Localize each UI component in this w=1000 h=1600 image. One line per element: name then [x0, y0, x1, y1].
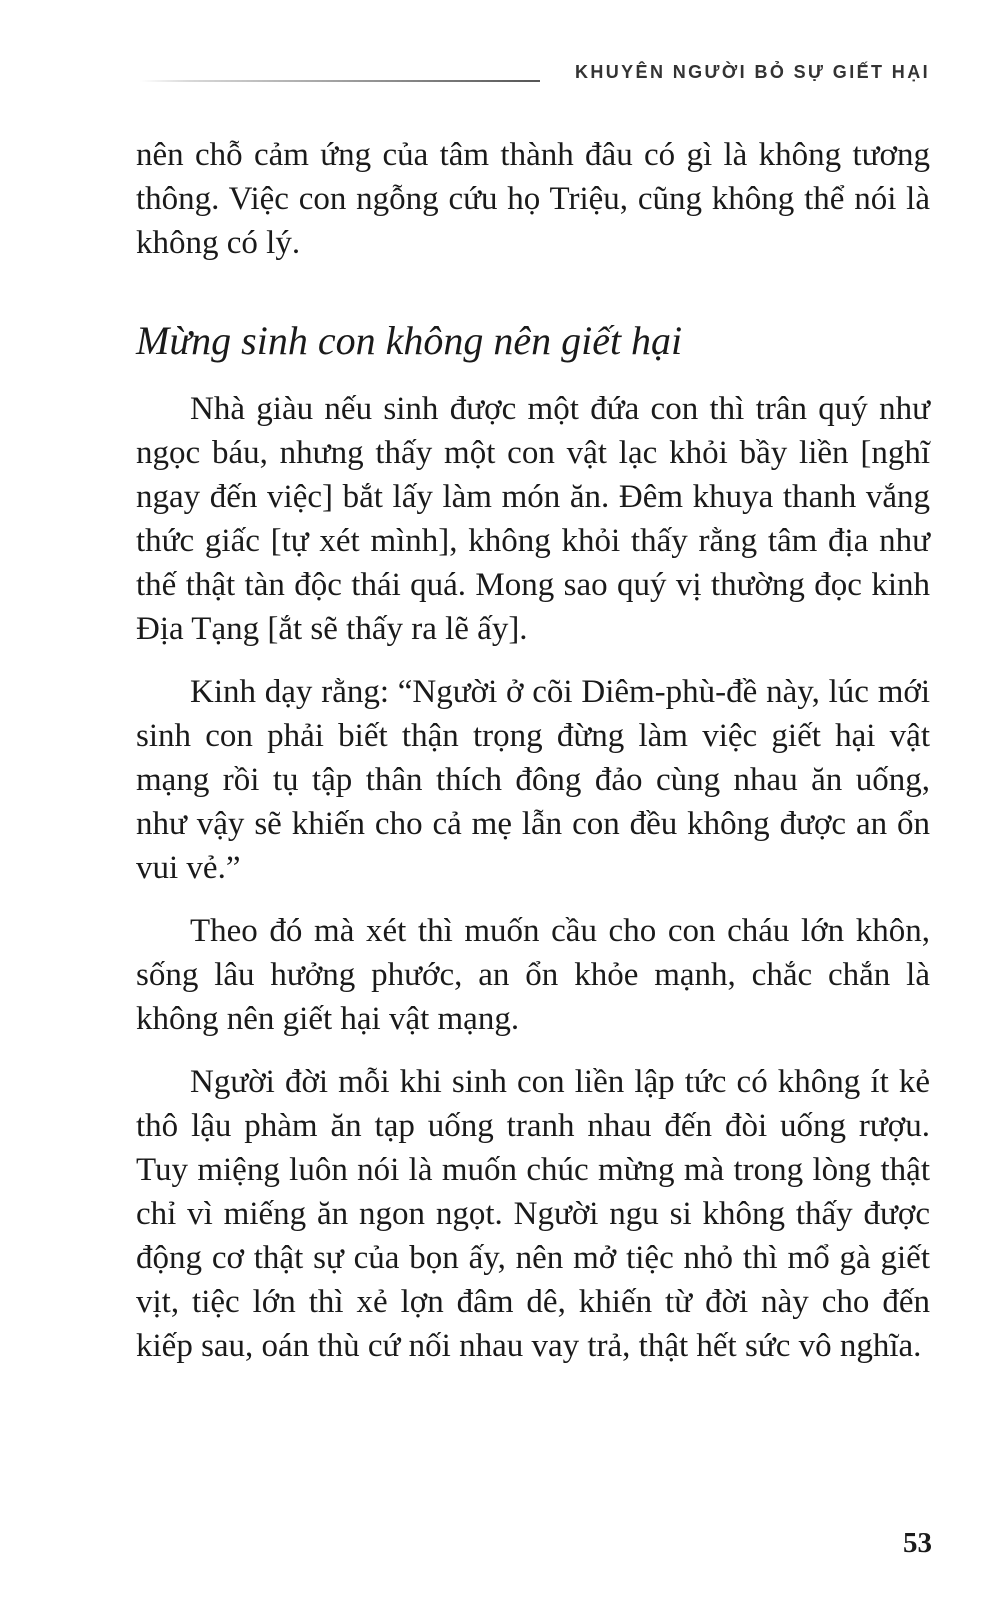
paragraph-4: Người đời mỗi khi sinh con liền lập tức có không ít kẻ thô lậu phàm ăn tạp uống tranh nhau đến đòi uống rượu. Tuy miệng luôn nói là muốn chúc mừng mà trong lòng thật chỉ vì miếng ăn ngon ngọt. Người ngu si không thấy được động cơ thật sự của bọn ấy, nên mở tiệc nhỏ thì mổ gà giết vịt, tiệc lớn thì xẻ lợn đâm dê, khiến từ đời này cho đến kiếp sau, oán thù cứ nối nhau vay trả, thật hết sức vô nghĩa.	[136, 1064, 930, 1364]
opening-paragraph: nên chỗ cảm ứng của tâm thành đâu có gì là không tương thông. Việc con ngỗng cứu họ Triệu, cũng không thể nói là không có lý.	[136, 137, 930, 261]
paragraph-3: Theo đó mà xét thì muốn cầu cho con cháu lớn khôn, sống lâu hưởng phước, an ổn khỏe mạnh, chắc chắn là không nên giết hại vật mạng.	[136, 913, 930, 1037]
paragraph-2: Kinh dạy rằng: “Người ở cõi Diêm-phù-đề này, lúc mới sinh con phải biết thận trọng đừng làm việc giết hại vật mạng rồi tụ tập thân thích đông đảo cùng nhau ăn uống, như vậy sẽ khiến cho cả mẹ lẫn con đều không được an ổn vui vẻ.”	[136, 674, 930, 886]
paragraph-1: Nhà giàu nếu sinh được một đứa con thì trân quý như ngọc báu, nhưng thấy một con vật lạc khỏi bầy liền [nghĩ ngay đến việc] bắt lấy làm món ăn. Đêm khuya thanh vắng thức giấc [tự xét mình], không khỏi thấy rằng tâm địa như thế thật tàn độc thái quá. Mong sao quý vị thường đọc kinh Địa Tạng [ắt sẽ thấy ra lẽ ấy].	[136, 391, 930, 647]
running-header	[140, 58, 930, 88]
running-title: KHUYÊN NGƯỜI BỎ SỰ GIẾT HẠI	[574, 62, 930, 82]
page-content	[136, 133, 930, 1387]
section-heading: Mừng sinh con không nên giết hại	[136, 318, 683, 363]
header-rule	[140, 80, 540, 82]
page-number: 53	[903, 1527, 932, 1559]
